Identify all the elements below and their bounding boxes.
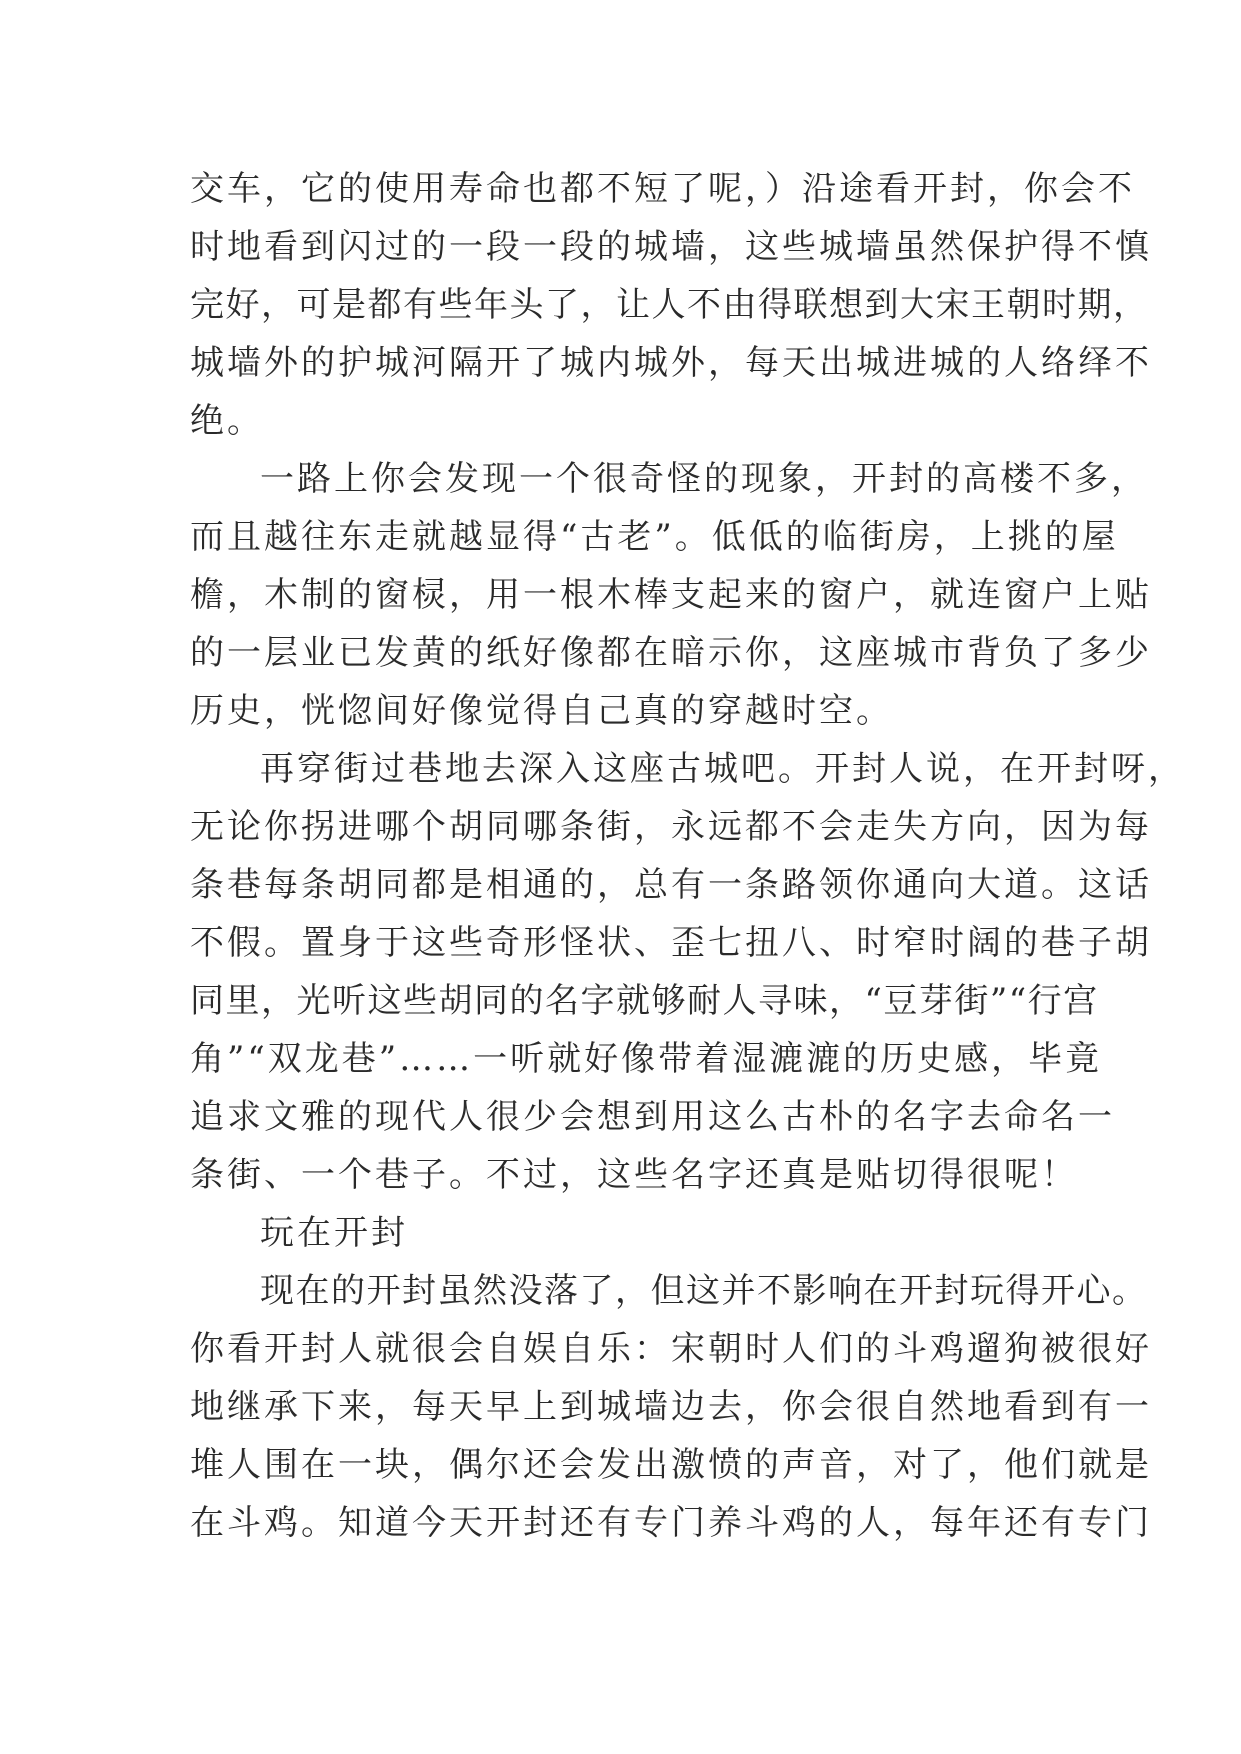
paragraph-first-line: 再穿街过巷地去深入这座古城吧。开封人说，在开封呀，	[260, 749, 1185, 789]
text-line: 绝。	[190, 401, 264, 441]
text-line: 城墙外的护城河隔开了城内城外，每天出城进城的人络绎不	[190, 343, 1152, 383]
text-line: 条巷每条胡同都是相通的，总有一条路领你通向大道。这话	[190, 865, 1152, 905]
text-line: 完好，可是都有些年头了，让人不由得联想到大宋王朝时期，	[190, 285, 1149, 325]
body-text	[190, 160, 1185, 1552]
paragraph-first-line: 现在的开封虽然没落了，但这并不影响在开封玩得开心。	[260, 1271, 1148, 1311]
text-line: 你看开封人就很会自娱自乐：宋朝时人们的斗鸡遛狗被很好	[190, 1329, 1152, 1369]
text-line: 追求文雅的现代人很少会想到用这么古朴的名字去命名一	[190, 1097, 1115, 1137]
text-line: 地继承下来，每天早上到城墙边去，你会很自然地看到有一	[190, 1387, 1152, 1427]
text-line: 的一层业已发黄的纸好像都在暗示你，这座城市背负了多少	[190, 633, 1152, 673]
text-line: 交车，它的使用寿命也都不短了呢，）沿途看开封，你会不	[190, 169, 1135, 209]
text-line: 条街、一个巷子。不过，这些名字还真是贴切得很呢！	[190, 1155, 1078, 1195]
text-line: 檐，木制的窗棂，用一根木棒支起来的窗户，就连窗户上贴	[190, 575, 1152, 615]
text-line: 历史，恍惚间好像觉得自己真的穿越时空。	[190, 691, 893, 731]
text-line: 而且越往东走就越显得“古老”。低低的临街房，上挑的屋	[190, 517, 1119, 557]
text-line: 角”“双龙巷”……一听就好像带着湿漉漉的历史感，毕竟	[190, 1039, 1103, 1079]
text-line: 无论你拐进哪个胡同哪条街，永远都不会走失方向，因为每	[190, 807, 1152, 847]
text-line: 不假。置身于这些奇形怪状、歪七扭八、时窄时阔的巷子胡	[190, 923, 1152, 963]
text-line: 时地看到闪过的一段一段的城墙，这些城墙虽然保护得不慎	[190, 227, 1152, 267]
text-line: 同里，光听这些胡同的名字就够耐人寻味，“豆芽街”“行宫	[190, 981, 1099, 1021]
text-line: 堆人围在一块，偶尔还会发出激愤的声音，对了，他们就是	[190, 1445, 1152, 1485]
text-line: 在斗鸡。知道今天开封还有专门养斗鸡的人，每年还有专门	[190, 1503, 1152, 1543]
section-heading: 玩在开封	[260, 1213, 408, 1253]
paragraph-first-line: 一路上你会发现一个很奇怪的现象，开封的高楼不多，	[260, 459, 1148, 499]
